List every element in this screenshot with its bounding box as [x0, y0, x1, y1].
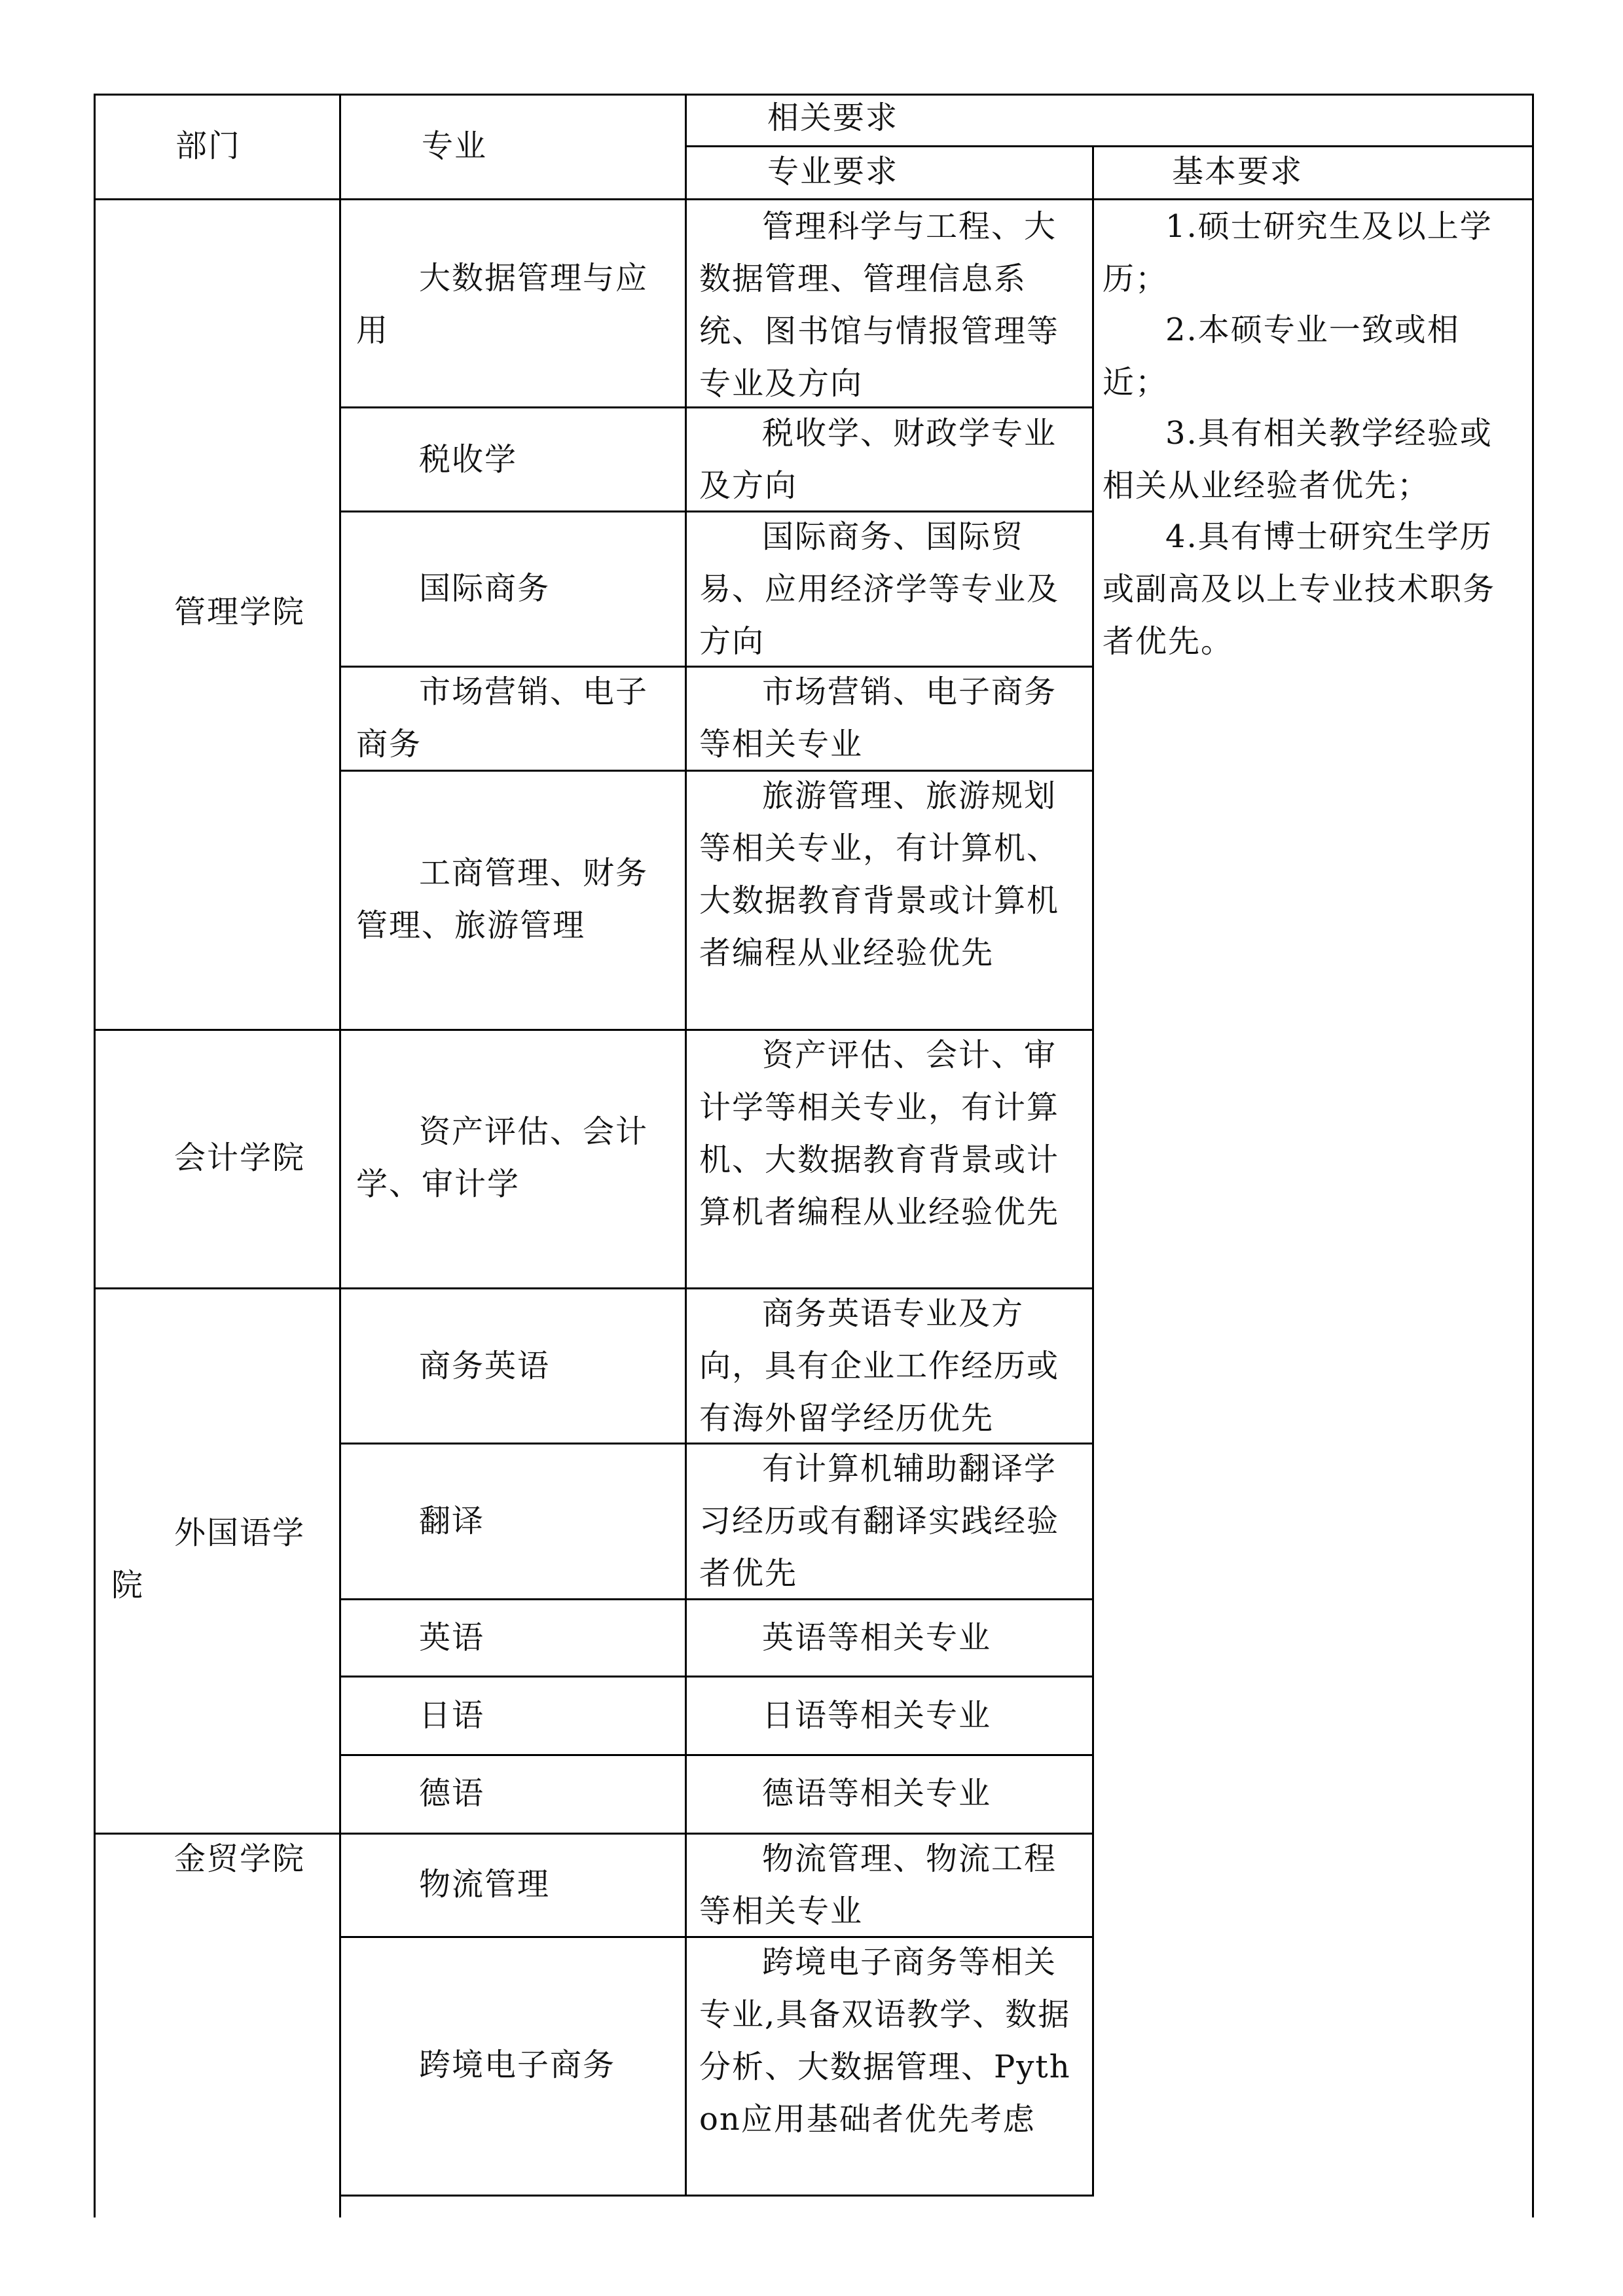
row-line	[339, 1676, 1094, 1677]
req-cell: 旅游管理、旅游规划等相关专业，有计算机、大数据教育背景或计算机者编程从业经验优先	[699, 778, 1060, 971]
col-line-major	[339, 94, 341, 2217]
major-cell: 翻译	[419, 1503, 485, 1539]
req-cell: 管理科学与工程、大数据管理、管理信息系统、图书馆与情报管理等专业及方向	[699, 208, 1060, 402]
major-cell: 日语	[419, 1697, 485, 1734]
col-line-req	[685, 94, 687, 2195]
req-cell: 日语等相关专业	[762, 1697, 992, 1734]
header-basic-req: 基本要求	[1172, 153, 1304, 190]
table-border-right	[1532, 94, 1534, 2217]
basic-req-4: 4.具有博士研究生学历或副高及以上专业技术职务者优先。	[1103, 518, 1496, 660]
dept-name: 会计学院	[174, 1139, 306, 1176]
major-cell: 工商管理、财务管理、旅游管理	[356, 855, 649, 944]
req-cell: 有计算机辅助翻译学习经历或有翻译实践经验者优先	[699, 1450, 1060, 1592]
req-cell: 市场营销、电子商务等相关专业	[699, 673, 1057, 762]
req-cell: 德语等相关专业	[762, 1775, 992, 1812]
req-cell: 物流管理、物流工程等相关专业	[699, 1840, 1057, 1929]
major-cell: 商务英语	[419, 1348, 551, 1384]
req-cell: 商务英语专业及方向，具有企业工作经历或有海外留学经历优先	[699, 1295, 1060, 1437]
dept-name: 管理学院	[174, 594, 306, 630]
header-major: 专业	[422, 128, 488, 164]
req-cell: 税收学、财政学专业及方向	[699, 415, 1057, 504]
header-major-req: 专业要求	[767, 153, 899, 190]
basic-req-3: 3.具有相关教学经验或相关从业经验者优先；	[1103, 415, 1493, 504]
header-related: 相关要求	[767, 99, 899, 136]
major-cell: 税收学	[419, 441, 518, 478]
major-cell: 物流管理	[419, 1866, 551, 1903]
row-line	[339, 2195, 1094, 2197]
dept-name: 外国语学院	[111, 1515, 306, 1604]
major-cell: 英语	[419, 1619, 485, 1656]
dept-name: 金贸学院	[174, 1840, 306, 1877]
basic-req-2: 2.本硕专业一致或相近；	[1103, 312, 1460, 401]
req-cell: 资产评估、会计、审计学等相关专业，有计算机、大数据教育背景或计算机者编程从业经验优先	[699, 1037, 1060, 1230]
major-cell: 资产评估、会计学、审计学	[356, 1113, 649, 1202]
basic-req-1: 1.硕士研究生及以上学历；	[1103, 208, 1493, 297]
table-border-left	[94, 94, 96, 2217]
major-cell: 市场营销、电子商务	[356, 673, 649, 762]
req-cell: 跨境电子商务等相关专业,具备双语教学、数据分析、大数据管理、Python应用基础者优先考虑	[699, 1944, 1071, 2138]
req-cell: 国际商务、国际贸易、应用经济学等专业及方向	[699, 518, 1060, 660]
major-cell: 跨境电子商务	[419, 2047, 616, 2083]
col-line-basic	[1092, 145, 1094, 2195]
major-cell: 德语	[419, 1775, 485, 1812]
row-line	[339, 1754, 1094, 1756]
major-cell: 国际商务	[419, 570, 551, 607]
major-cell: 大数据管理与应用	[356, 260, 649, 349]
header-dept: 部门	[175, 128, 242, 164]
req-cell: 英语等相关专业	[762, 1619, 992, 1656]
